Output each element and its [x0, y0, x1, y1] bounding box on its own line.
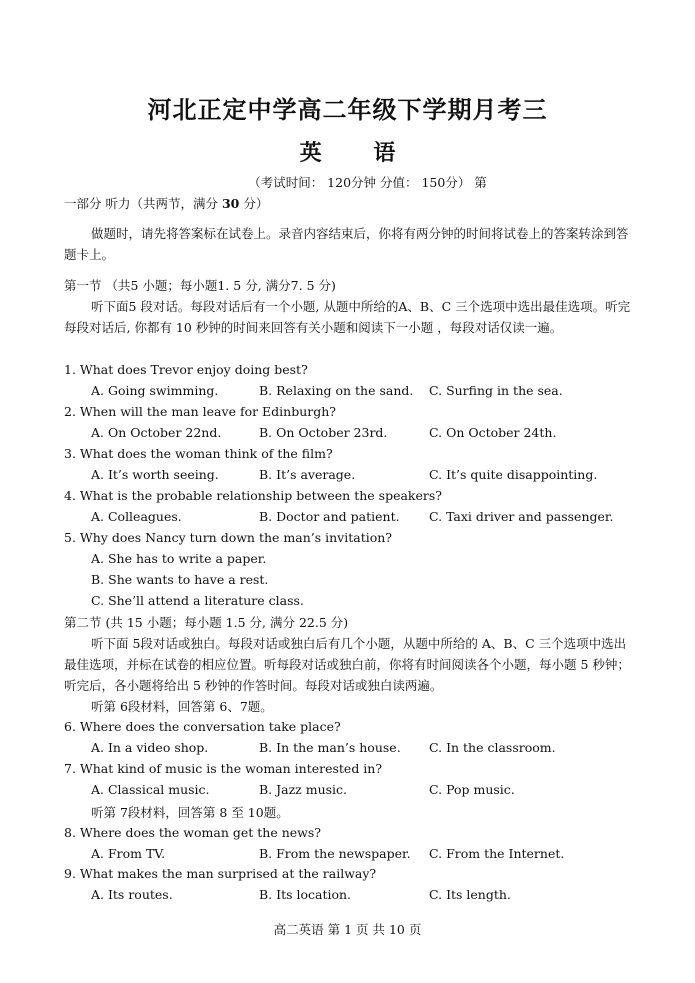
- material-6-note: 听第 6段材料，回答第 6、7题。: [91, 699, 273, 714]
- q5-option-a: A. She has to write a paper.: [91, 551, 267, 566]
- exam-info: （考试时间： 120分钟 分值： 150分） 第: [248, 175, 487, 190]
- q3-option-c: C. It’s quite disappointing.: [429, 467, 598, 482]
- q9-option-a: A. Its routes.: [91, 887, 173, 902]
- q1-option-c: C. Surfing in the sea.: [429, 383, 563, 398]
- q8-option-b: B. From the newspaper.: [259, 846, 411, 861]
- part1-heading: 一部分 听力（共两节，满分 30 分）: [64, 196, 269, 211]
- q5-option-c: C. She’ll attend a literature class.: [91, 593, 304, 608]
- q6-option-b: B. In the man’s house.: [259, 740, 401, 755]
- q8-option-a: A. From TV.: [91, 846, 166, 861]
- question-4: 4. What is the probable relationship between the speakers?: [64, 488, 442, 503]
- q6-option-c: C. In the classroom.: [429, 740, 556, 755]
- q2-option-a: A. On October 22nd.: [91, 425, 222, 440]
- q6-option-a: A. In a video shop.: [91, 740, 209, 755]
- q1-option-a: A. Going swimming.: [91, 383, 219, 398]
- question-7: 7. What kind of music is the woman interested in?: [64, 761, 383, 776]
- q7-option-a: A. Classical music.: [91, 782, 210, 797]
- question-2: 2. When will the man leave for Edinburgh?: [64, 404, 336, 419]
- page-footer: 高二英语 第 1 页 共 10 页: [273, 922, 422, 937]
- q4-option-a: A. Colleagues.: [91, 509, 182, 524]
- question-3: 3. What does the woman think of the film?: [64, 446, 333, 461]
- q8-option-c: C. From the Internet.: [429, 846, 565, 861]
- question-8: 8. Where does the woman get the news?: [64, 825, 321, 840]
- material-7-note: 听第 7段材料，回答第 8 至 10题。: [91, 805, 289, 820]
- q4-option-b: B. Doctor and patient.: [259, 509, 400, 524]
- part1-instruction: 做题时，请先将答案标在试卷上。录音内容结束后，你将有两分钟的时间将试卷上的答案转涂到答题卡上。: [64, 226, 629, 262]
- q5-option-b: B. She wants to have a rest.: [91, 572, 269, 587]
- q9-option-b: B. Its location.: [259, 887, 352, 902]
- question-6: 6. Where does the conversation take place?: [64, 719, 341, 734]
- q3-option-b: B. It’s average.: [259, 467, 356, 482]
- q1-option-b: B. Relaxing on the sand.: [259, 383, 414, 398]
- subject-title: 英 语: [299, 140, 418, 166]
- q7-option-b: B. Jazz music.: [259, 782, 348, 797]
- question-9: 9. What makes the man surprised at the railway?: [64, 866, 377, 881]
- q2-option-c: C. On October 24th.: [429, 425, 557, 440]
- section1-heading: 第一节 （共5 小题；每小题1. 5 分, 满分7. 5 分): [64, 278, 336, 293]
- page-title: 河北正定中学高二年级下学期月考三: [147, 95, 548, 124]
- q3-option-a: A. It’s worth seeing.: [91, 467, 219, 482]
- question-5: 5. Why does Nancy turn down the man’s invitation?: [64, 530, 392, 545]
- q4-option-c: C. Taxi driver and passenger.: [429, 509, 614, 524]
- q9-option-c: C. Its length.: [429, 887, 511, 902]
- section1-instruction: 听下面5 段对话。每段对话后有一个小题, 从题中所给的A、B、C 三个选项中选出最佳选项。听完每段对话后, 你都有 10 秒钟的时间来回答有关小题和阅读下一小题 ，每段对话仅读一遍。: [64, 299, 631, 335]
- question-1: 1. What does Trevor enjoy doing best?: [64, 362, 308, 377]
- section2-instruction: 听下面 5段对话或独白。每段对话或独白后有几个小题，从题中所给的 A、B、C 三个选项中选出最佳选项，并标在试卷的相应位置。听每段对话或独白前，你将有时间阅读各个小题，每小题 5 秒钟；听完后，各小题将给出 5 秒钟的作答时间。每段对话或独白读两遍。: [64, 636, 630, 693]
- q2-option-b: B. On October 23rd.: [259, 425, 388, 440]
- q7-option-c: C. Pop music.: [429, 782, 515, 797]
- section2-heading: 第二节 (共 15 小题；每小题 1.5 分, 满分 22.5 分): [64, 615, 349, 630]
